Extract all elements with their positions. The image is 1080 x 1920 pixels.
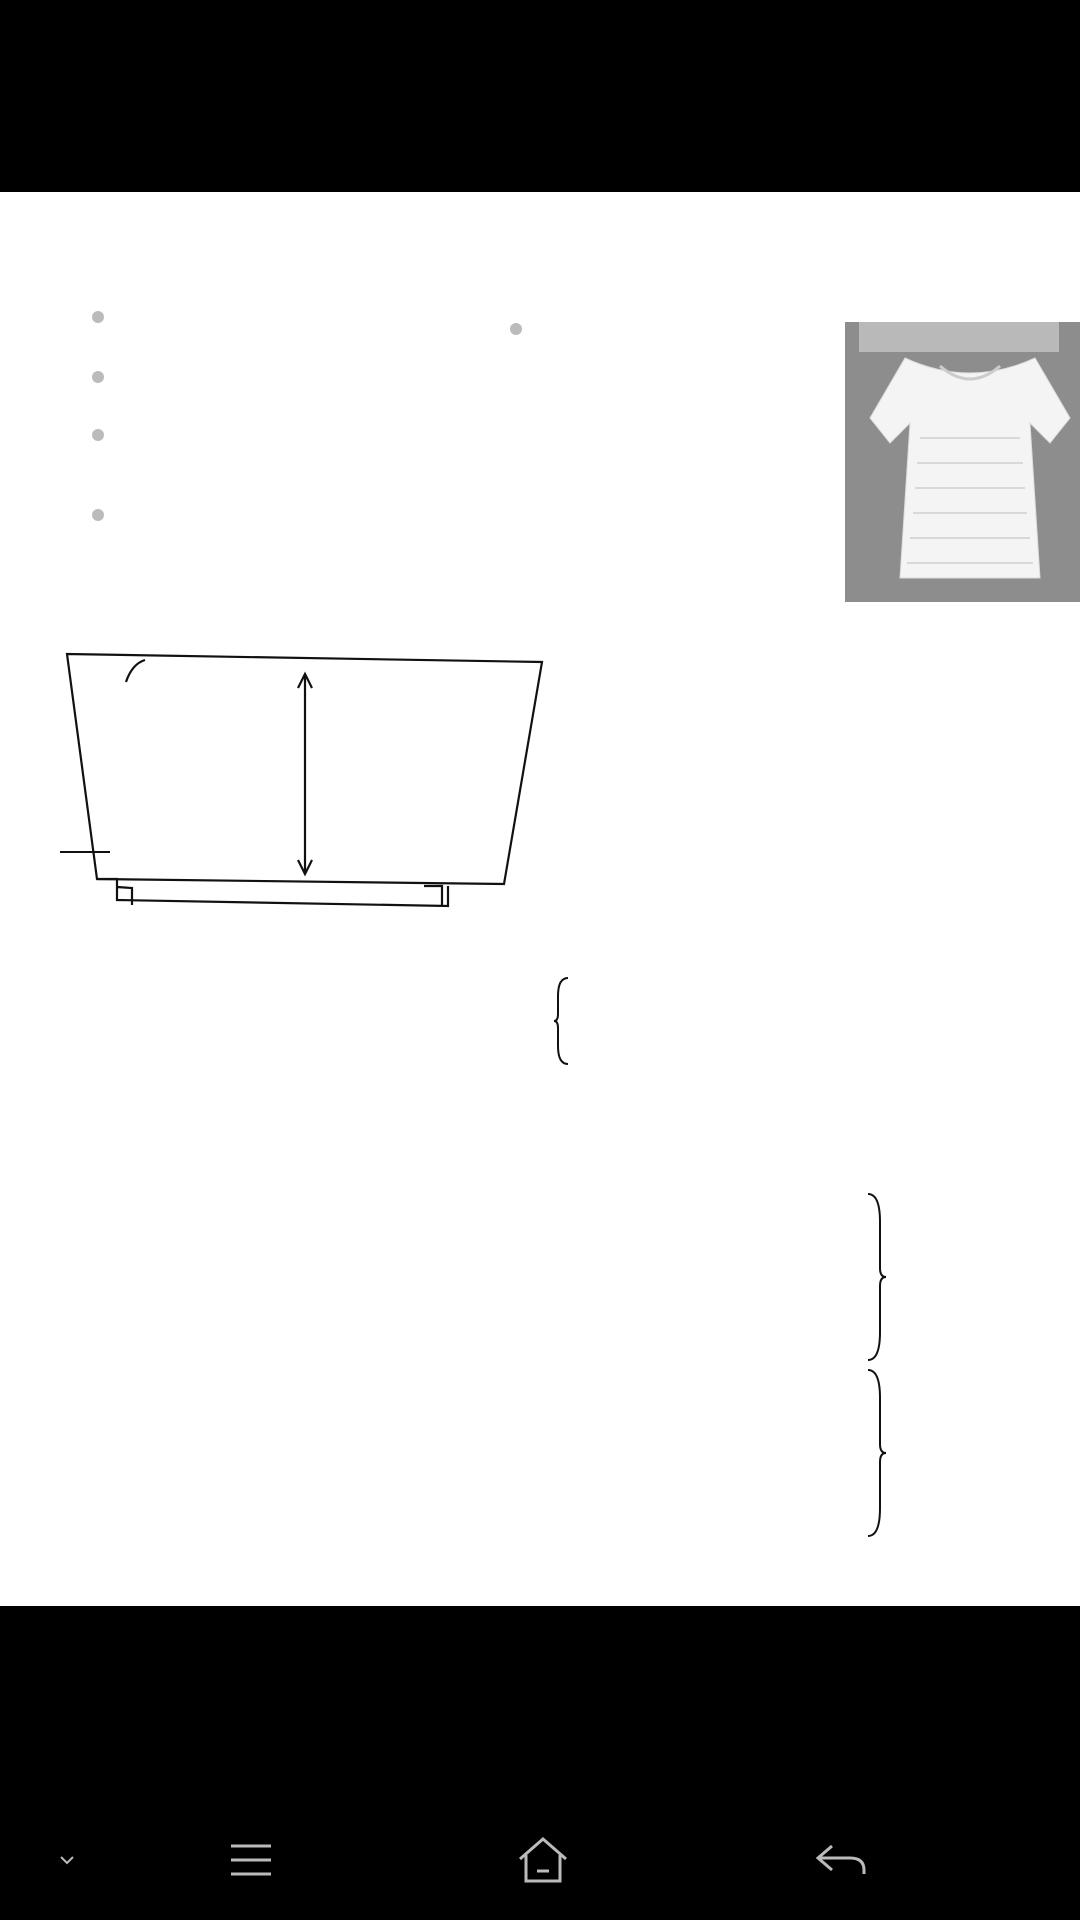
brace-icon: [866, 1192, 890, 1362]
back-button[interactable]: [806, 1830, 876, 1890]
menu-button[interactable]: [216, 1830, 286, 1890]
home-button[interactable]: [508, 1830, 578, 1890]
crochet-chart-bottom: [230, 1142, 870, 1532]
bullet-icon: [92, 311, 104, 323]
materials-header: [92, 304, 110, 329]
bullet-icon: [92, 371, 104, 383]
brace-icon: [552, 976, 572, 1066]
tools-header: [92, 364, 110, 389]
garment-schematic: [60, 652, 560, 1002]
gauge-header: [92, 502, 110, 527]
bullet-icon: [510, 323, 522, 335]
menu-icon: [227, 1840, 275, 1880]
shirt-image: [865, 348, 1075, 593]
tips-header: [510, 316, 528, 341]
bullet-icon: [92, 509, 104, 521]
garment-photo: [845, 322, 1080, 602]
back-icon: [814, 1840, 868, 1880]
size-header: [92, 422, 110, 447]
brace-icon: [866, 1368, 890, 1538]
document-page: [0, 192, 1080, 1606]
bullet-icon: [92, 429, 104, 441]
home-icon: [516, 1835, 570, 1885]
chevron-down-icon: [55, 1848, 79, 1872]
chevron-down-button[interactable]: [32, 1830, 102, 1890]
crochet-chart-top: [590, 892, 1050, 1122]
